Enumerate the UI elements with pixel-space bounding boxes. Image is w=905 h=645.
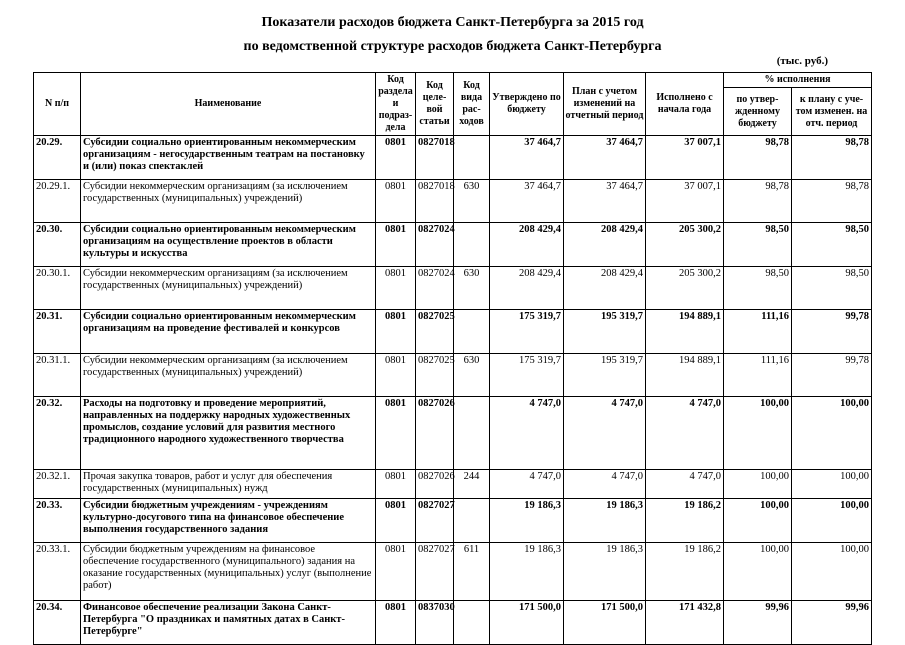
header-executed: Исполнено с начала года [646, 73, 724, 136]
cell-executed: 37 007,1 [646, 136, 724, 180]
cell-executed: 4 747,0 [646, 470, 724, 499]
cell-approved: 37 464,7 [490, 180, 564, 223]
cell-name: Субсидии бюджетным учреждениям на финансовое обеспечение государственного (муниципального) задания на оказание государственных (муниципальных) услуг (выполнение работ) [81, 543, 376, 601]
cell-pct-budget: 99,96 [724, 601, 792, 645]
table-row [34, 397, 872, 470]
units-label: (тыс. руб.) [776, 55, 828, 67]
header-plan: План с учетом изменений на отчетный период [564, 73, 646, 136]
cell-section-code: 0801 [376, 267, 416, 310]
cell-number: 20.31.1. [34, 354, 81, 397]
cell-pct-budget: 98,78 [724, 180, 792, 223]
cell-pct-budget: 98,50 [724, 223, 792, 267]
report-title-line2: по ведомственной структуре расходов бюджета Санкт-Петербурга [243, 39, 662, 54]
cell-pct-plan: 100,00 [792, 397, 872, 470]
cell-number: 20.32.1. [34, 470, 81, 499]
cell-pct-budget: 111,16 [724, 354, 792, 397]
cell-plan: 171 500,0 [564, 601, 646, 645]
cell-approved: 175 319,7 [490, 310, 564, 354]
cell-target-code: 0827025 [416, 310, 454, 354]
cell-plan: 19 186,3 [564, 543, 646, 601]
cell-approved: 19 186,3 [490, 543, 564, 601]
cell-number: 20.30. [34, 223, 81, 267]
cell-executed: 19 186,2 [646, 543, 724, 601]
cell-target-code: 0827024 [416, 223, 454, 267]
cell-executed: 19 186,2 [646, 499, 724, 543]
header-section-code: Код раздела и подраз-дела [376, 73, 416, 136]
cell-name: Субсидии бюджетным учреждениям - учреждениям культурно-досугового типа на финансовое обеспечение выполнения государственного задания [81, 499, 376, 543]
header-name: Наименование [81, 73, 376, 136]
cell-plan: 208 429,4 [564, 267, 646, 310]
cell-pct-plan: 100,00 [792, 543, 872, 601]
cell-pct-plan: 99,78 [792, 310, 872, 354]
cell-pct-plan: 100,00 [792, 470, 872, 499]
cell-section-code: 0801 [376, 499, 416, 543]
cell-name: Прочая закупка товаров, работ и услуг для обеспечения государственных (муниципальных) нужд [81, 470, 376, 499]
cell-kind-code: 630 [454, 354, 490, 397]
cell-pct-plan: 98,50 [792, 223, 872, 267]
cell-plan: 4 747,0 [564, 397, 646, 470]
cell-pct-plan: 100,00 [792, 499, 872, 543]
cell-approved: 208 429,4 [490, 267, 564, 310]
cell-target-code: 0827026 [416, 470, 454, 499]
cell-kind-code [454, 499, 490, 543]
table-row [34, 601, 872, 645]
cell-executed: 194 889,1 [646, 310, 724, 354]
cell-kind-code: 630 [454, 267, 490, 310]
cell-target-code: 0827025 [416, 354, 454, 397]
cell-kind-code [454, 223, 490, 267]
cell-plan: 37 464,7 [564, 136, 646, 180]
cell-number: 20.30.1. [34, 267, 81, 310]
cell-target-code: 0827027 [416, 543, 454, 601]
cell-pct-budget: 111,16 [724, 310, 792, 354]
cell-plan: 195 319,7 [564, 354, 646, 397]
header-kind-code: Код вида рас-ходов [454, 73, 490, 136]
cell-kind-code [454, 310, 490, 354]
header-target-code: Код целе-вой статьи [416, 73, 454, 136]
header-pct-budget: по утвер-жденному бюджету [724, 88, 792, 136]
cell-section-code: 0801 [376, 354, 416, 397]
cell-approved: 37 464,7 [490, 136, 564, 180]
cell-executed: 171 432,8 [646, 601, 724, 645]
cell-target-code: 0827027 [416, 499, 454, 543]
cell-name: Субсидии социально ориентированным некоммерческим организациям на проведение фестивалей и конкурсов [81, 310, 376, 354]
cell-name: Расходы на подготовку и проведение мероприятий, направленных на поддержку народных художественных промыслов, создание условий для развития местного традиционного народного художественного творчества [81, 397, 376, 470]
cell-pct-plan: 98,78 [792, 136, 872, 180]
cell-plan: 37 464,7 [564, 180, 646, 223]
cell-pct-budget: 100,00 [724, 543, 792, 601]
cell-plan: 208 429,4 [564, 223, 646, 267]
cell-number: 20.29. [34, 136, 81, 180]
table-row [34, 267, 872, 310]
cell-section-code: 0801 [376, 397, 416, 470]
cell-pct-budget: 98,78 [724, 136, 792, 180]
cell-kind-code [454, 601, 490, 645]
cell-pct-plan: 99,96 [792, 601, 872, 645]
cell-number: 20.34. [34, 601, 81, 645]
cell-name: Финансовое обеспечение реализации Закона Санкт-Петербурга "О праздниках и памятных датах в Санкт-Петербурге" [81, 601, 376, 645]
cell-approved: 19 186,3 [490, 499, 564, 543]
table-row [34, 136, 872, 180]
header-no: N п/п [34, 73, 81, 136]
table-row [34, 310, 872, 354]
table-row [34, 543, 872, 601]
cell-section-code: 0801 [376, 136, 416, 180]
report-title-line1: Показатели расходов бюджета Санкт-Петербурга за 2015 год [261, 15, 644, 30]
cell-number: 20.29.1. [34, 180, 81, 223]
cell-section-code: 0801 [376, 601, 416, 645]
cell-approved: 208 429,4 [490, 223, 564, 267]
cell-section-code: 0801 [376, 543, 416, 601]
cell-number: 20.31. [34, 310, 81, 354]
cell-kind-code [454, 397, 490, 470]
table-row [34, 354, 872, 397]
table-row [34, 223, 872, 267]
budget-table [33, 72, 872, 645]
cell-approved: 175 319,7 [490, 354, 564, 397]
cell-pct-budget: 100,00 [724, 470, 792, 499]
cell-target-code: 0827018 [416, 136, 454, 180]
table-row [34, 180, 872, 223]
cell-pct-plan: 98,50 [792, 267, 872, 310]
table-row [34, 470, 872, 499]
cell-pct-budget: 98,50 [724, 267, 792, 310]
cell-kind-code: 244 [454, 470, 490, 499]
cell-number: 20.32. [34, 397, 81, 470]
cell-section-code: 0801 [376, 310, 416, 354]
cell-name: Субсидии некоммерческим организациям (за исключением государственных (муниципальных) учреждений) [81, 267, 376, 310]
cell-approved: 4 747,0 [490, 470, 564, 499]
cell-number: 20.33.1. [34, 543, 81, 601]
cell-name: Субсидии социально ориентированным некоммерческим организациям на осуществление проектов в области культуры и искусства [81, 223, 376, 267]
cell-name: Субсидии некоммерческим организациям (за исключением государственных (муниципальных) учреждений) [81, 354, 376, 397]
cell-approved: 171 500,0 [490, 601, 564, 645]
cell-executed: 194 889,1 [646, 354, 724, 397]
cell-executed: 205 300,2 [646, 223, 724, 267]
table-row [34, 499, 872, 543]
cell-executed: 37 007,1 [646, 180, 724, 223]
cell-pct-plan: 99,78 [792, 354, 872, 397]
cell-kind-code [454, 136, 490, 180]
header-percent-group: % исполнения [724, 73, 872, 88]
cell-plan: 4 747,0 [564, 470, 646, 499]
cell-pct-plan: 98,78 [792, 180, 872, 223]
cell-kind-code: 630 [454, 180, 490, 223]
table-body [34, 136, 872, 645]
cell-section-code: 0801 [376, 180, 416, 223]
header-approved: Утверждено по бюджету [490, 73, 564, 136]
cell-name: Субсидии социально ориентированным некоммерческим организациям - негосударственным театрам на постановку и (или) показ спектаклей [81, 136, 376, 180]
cell-number: 20.33. [34, 499, 81, 543]
cell-plan: 195 319,7 [564, 310, 646, 354]
cell-executed: 4 747,0 [646, 397, 724, 470]
cell-approved: 4 747,0 [490, 397, 564, 470]
cell-kind-code: 611 [454, 543, 490, 601]
cell-executed: 205 300,2 [646, 267, 724, 310]
cell-target-code: 0827026 [416, 397, 454, 470]
cell-target-code: 0827018 [416, 180, 454, 223]
cell-section-code: 0801 [376, 223, 416, 267]
cell-plan: 19 186,3 [564, 499, 646, 543]
cell-pct-budget: 100,00 [724, 397, 792, 470]
header-pct-plan: к плану с уче-том изменен. на отч. период [792, 88, 872, 136]
cell-section-code: 0801 [376, 470, 416, 499]
cell-target-code: 0837030 [416, 601, 454, 645]
cell-pct-budget: 100,00 [724, 499, 792, 543]
cell-target-code: 0827024 [416, 267, 454, 310]
cell-name: Субсидии некоммерческим организациям (за исключением государственных (муниципальных) учреждений) [81, 180, 376, 223]
